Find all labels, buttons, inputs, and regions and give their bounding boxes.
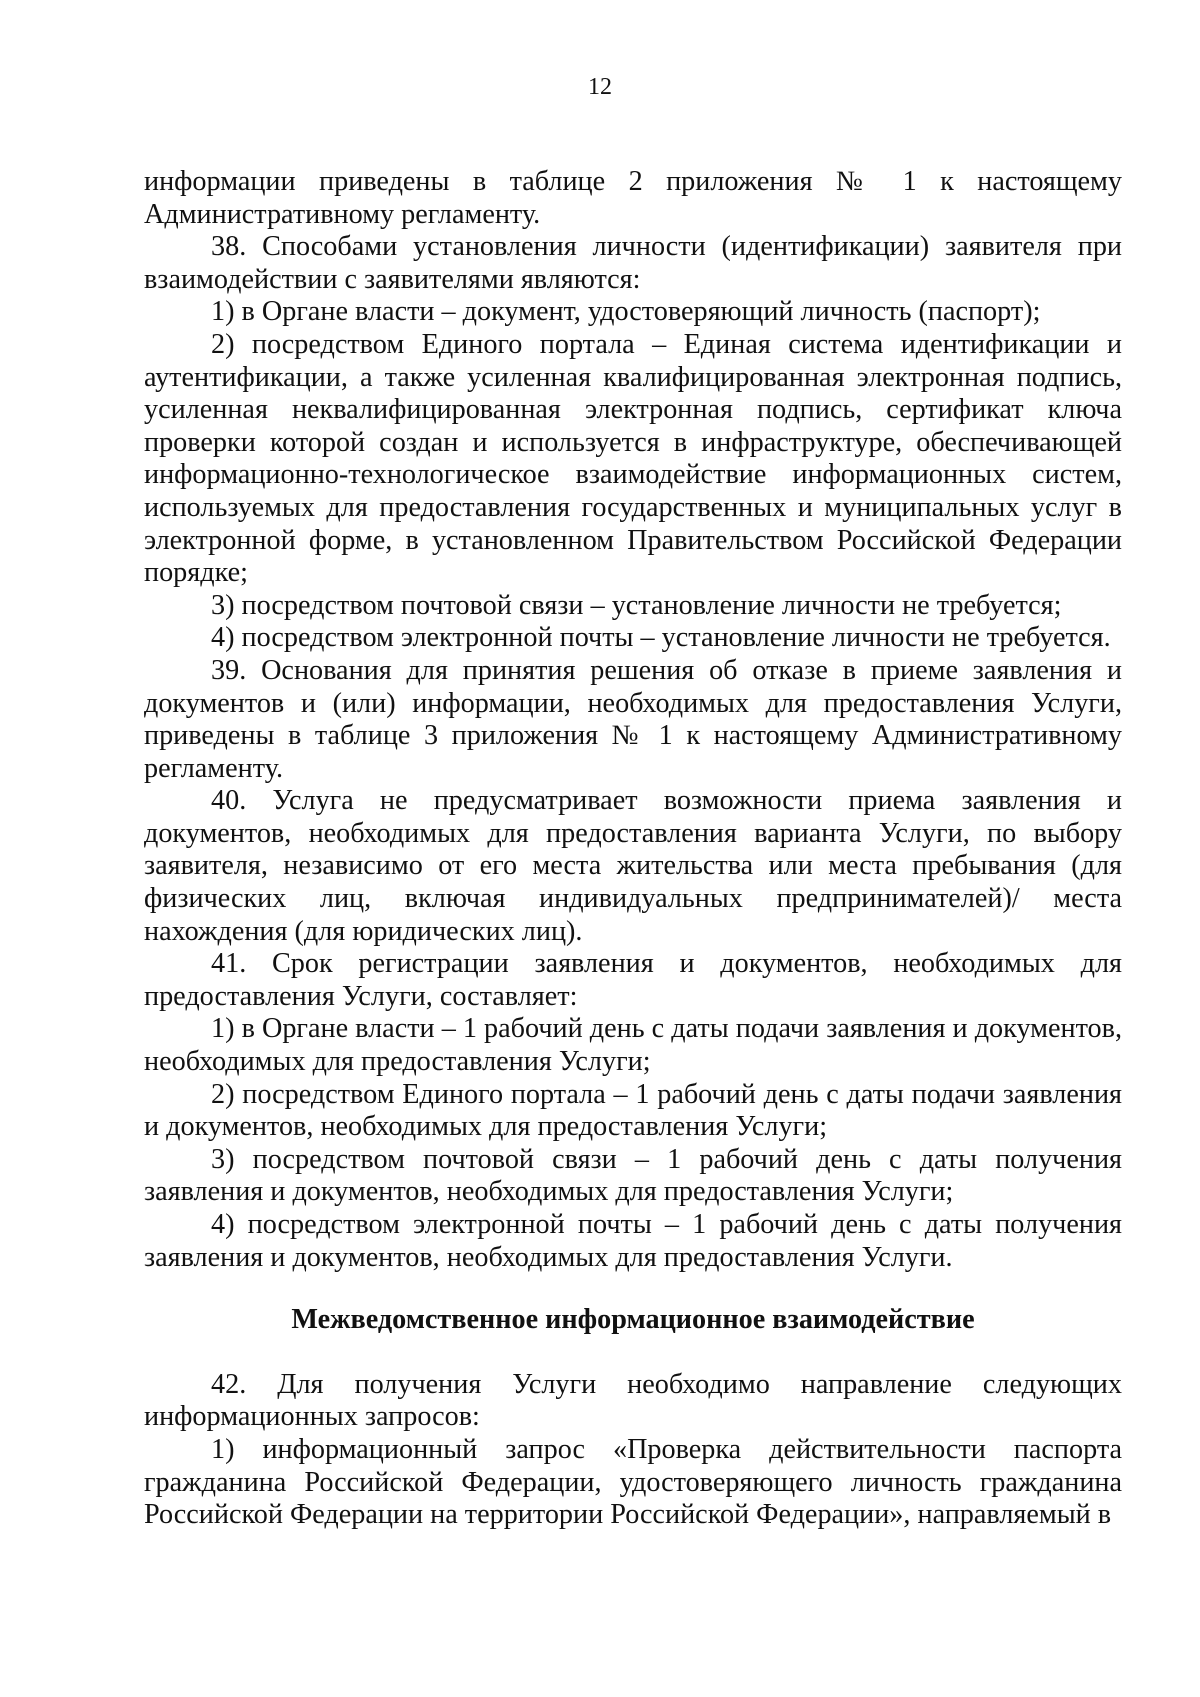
paragraph-42-item-1: 1) информационный запрос «Проверка действительности паспорта гражданина Российской Федерации, удостоверяющего личность гражданина Российской Федерации на территории Российской Федерации», направляемый в <box>144 1433 1122 1531</box>
paragraph-41: 41. Срок регистрации заявления и документов, необходимых для предоставления Услуги, составляет: <box>144 948 1122 1012</box>
page-number: 12 <box>588 74 612 100</box>
paragraph-38-item-1: 1) в Органе власти – документ, удостоверяющий личность (паспорт); <box>211 296 1041 328</box>
paragraph-38: 38. Способами установления личности (идентификации) заявителя при взаимодействии с заявителями являются: <box>144 231 1122 295</box>
paragraph-41-item-3: 3) посредством почтовой связи – 1 рабочий день с даты получения заявления и документов, необходимых для предоставления Услуги; <box>144 1143 1122 1208</box>
paragraph-42: 42. Для получения Услуги необходимо направление следующих информационных запросов: <box>144 1368 1122 1433</box>
paragraph-40: 40. Услуга не предусматривает возможности приема заявления и документов, необходимых для предоставления варианта Услуги, по выбору заявителя, независимо от его места жительства или места пребывания (для физических лиц, включая индивидуальных предпринимателей)/ места нахождения (для юридических лиц). <box>144 785 1122 947</box>
paragraph-38-item-4: 4) посредством электронной почты – установление личности не требуется. <box>211 622 1111 654</box>
document-body <box>144 166 1122 1532</box>
paragraph-41-item-1: 1) в Органе власти – 1 рабочий день с даты подачи заявления и документов, необходимых для предоставления Услуги; <box>144 1013 1122 1078</box>
paragraph-continuation: информации приведены в таблице 2 приложения № 1 к настоящему Административному регламенту. <box>144 166 1122 230</box>
paragraph-38-item-2: 2) посредством Единого портала – Единая система идентификации и аутентификации, а также усиленная квалифицированная электронная подпись, усиленная неквалифицированная электронная подпись, сертификат ключа проверки которой создан и используется в инфраструктуре, обеспечивающей информационно-технологическое взаимодействие информационных систем, используемых для предоставления государственных и муниципальных услуг в электронной форме, в установленном Правительством Российской Федерации порядке; <box>144 328 1122 589</box>
paragraph-41-item-2: 2) посредством Единого портала – 1 рабочий день с даты подачи заявления и документов, необходимых для предоставления Услуги; <box>144 1078 1122 1143</box>
paragraph-41-item-4: 4) посредством электронной почты – 1 рабочий день с даты получения заявления и документов, необходимых для предоставления Услуги. <box>144 1209 1122 1273</box>
paragraph-39: 39. Основания для принятия решения об отказе в приеме заявления и документов и (или) информации, необходимых для предоставления Услуги, приведены в таблице 3 приложения № 1 к настоящему Административному регламенту. <box>144 654 1122 784</box>
section-heading: Межведомственное информационное взаимодействие <box>291 1304 975 1336</box>
paragraph-38-item-3: 3) посредством почтовой связи – установление личности не требуется; <box>211 589 1062 621</box>
